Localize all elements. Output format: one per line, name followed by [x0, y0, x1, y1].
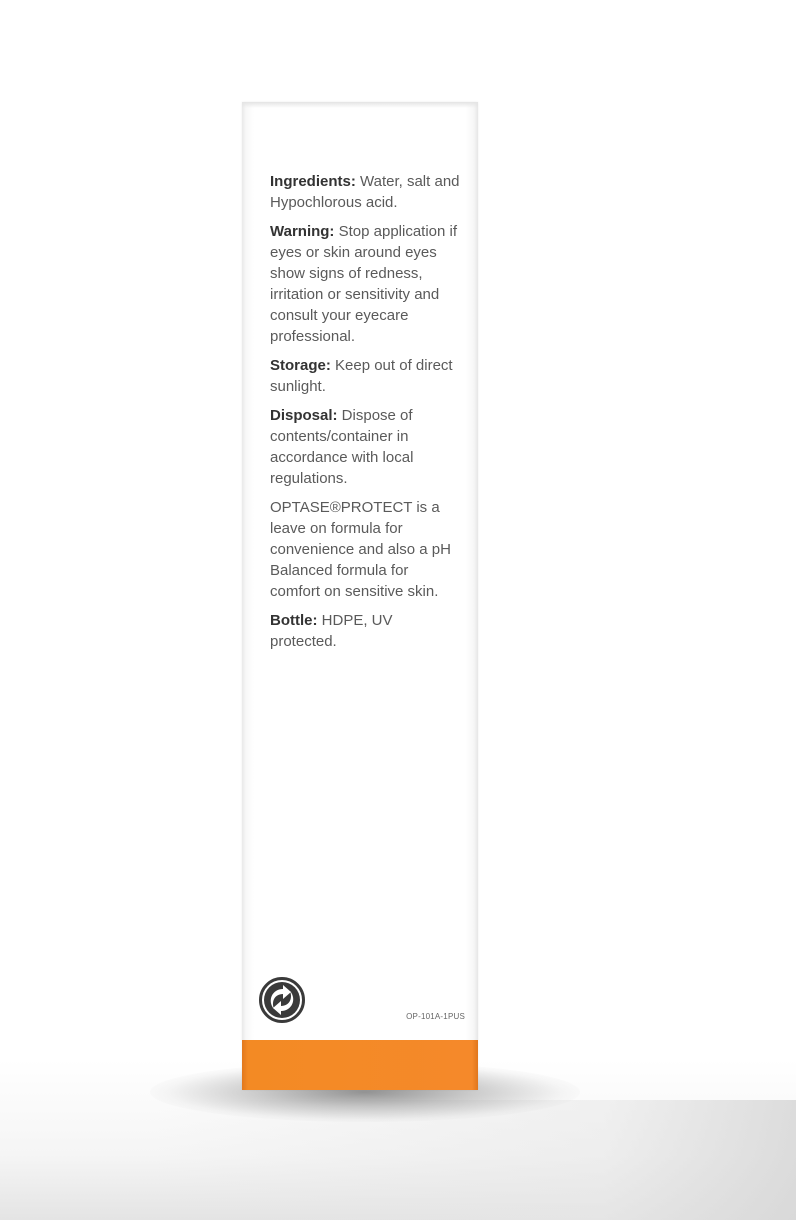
storage-text: Keep out of direct sunlight.: [270, 357, 453, 395]
storage-label: Storage:: [270, 357, 331, 374]
ingredients-text: Water, salt and Hypochlorous acid.: [270, 173, 460, 211]
bottle-text: HDPE, UV protected.: [270, 612, 393, 650]
box-top-edge: [242, 102, 478, 108]
product-description-text: OPTASE®PROTECT is a leave on formula for convenience and also a pH Balanced formula for comfort on sensitive skin.: [270, 499, 451, 600]
product-description-paragraph: [270, 497, 460, 602]
warning-label: Warning:: [270, 223, 335, 240]
orange-band: [242, 1040, 478, 1090]
recycle-icon: [258, 976, 306, 1024]
floor-gradient-right: [156, 1100, 796, 1220]
bottle-paragraph: [270, 610, 460, 652]
product-box-side-panel: [242, 102, 478, 1090]
green-dot-recycle-icon: [258, 976, 306, 1024]
label-text-block: [270, 171, 460, 660]
disposal-text: Dispose of contents/container in accordance with local regulations.: [270, 407, 414, 487]
disposal-paragraph: [270, 405, 460, 489]
warning-paragraph: [270, 221, 460, 347]
ingredients-paragraph: [270, 171, 460, 213]
product-code: OP-101A-1PUS: [406, 1012, 465, 1021]
storage-paragraph: [270, 355, 460, 397]
disposal-label: Disposal:: [270, 407, 338, 424]
bottle-label: Bottle:: [270, 612, 318, 629]
warning-text: Stop application if eyes or skin around eyes show signs of redness, irritation or sensitivity and consult your eyecare professional.: [270, 223, 458, 345]
ingredients-label: Ingredients:: [270, 173, 356, 190]
